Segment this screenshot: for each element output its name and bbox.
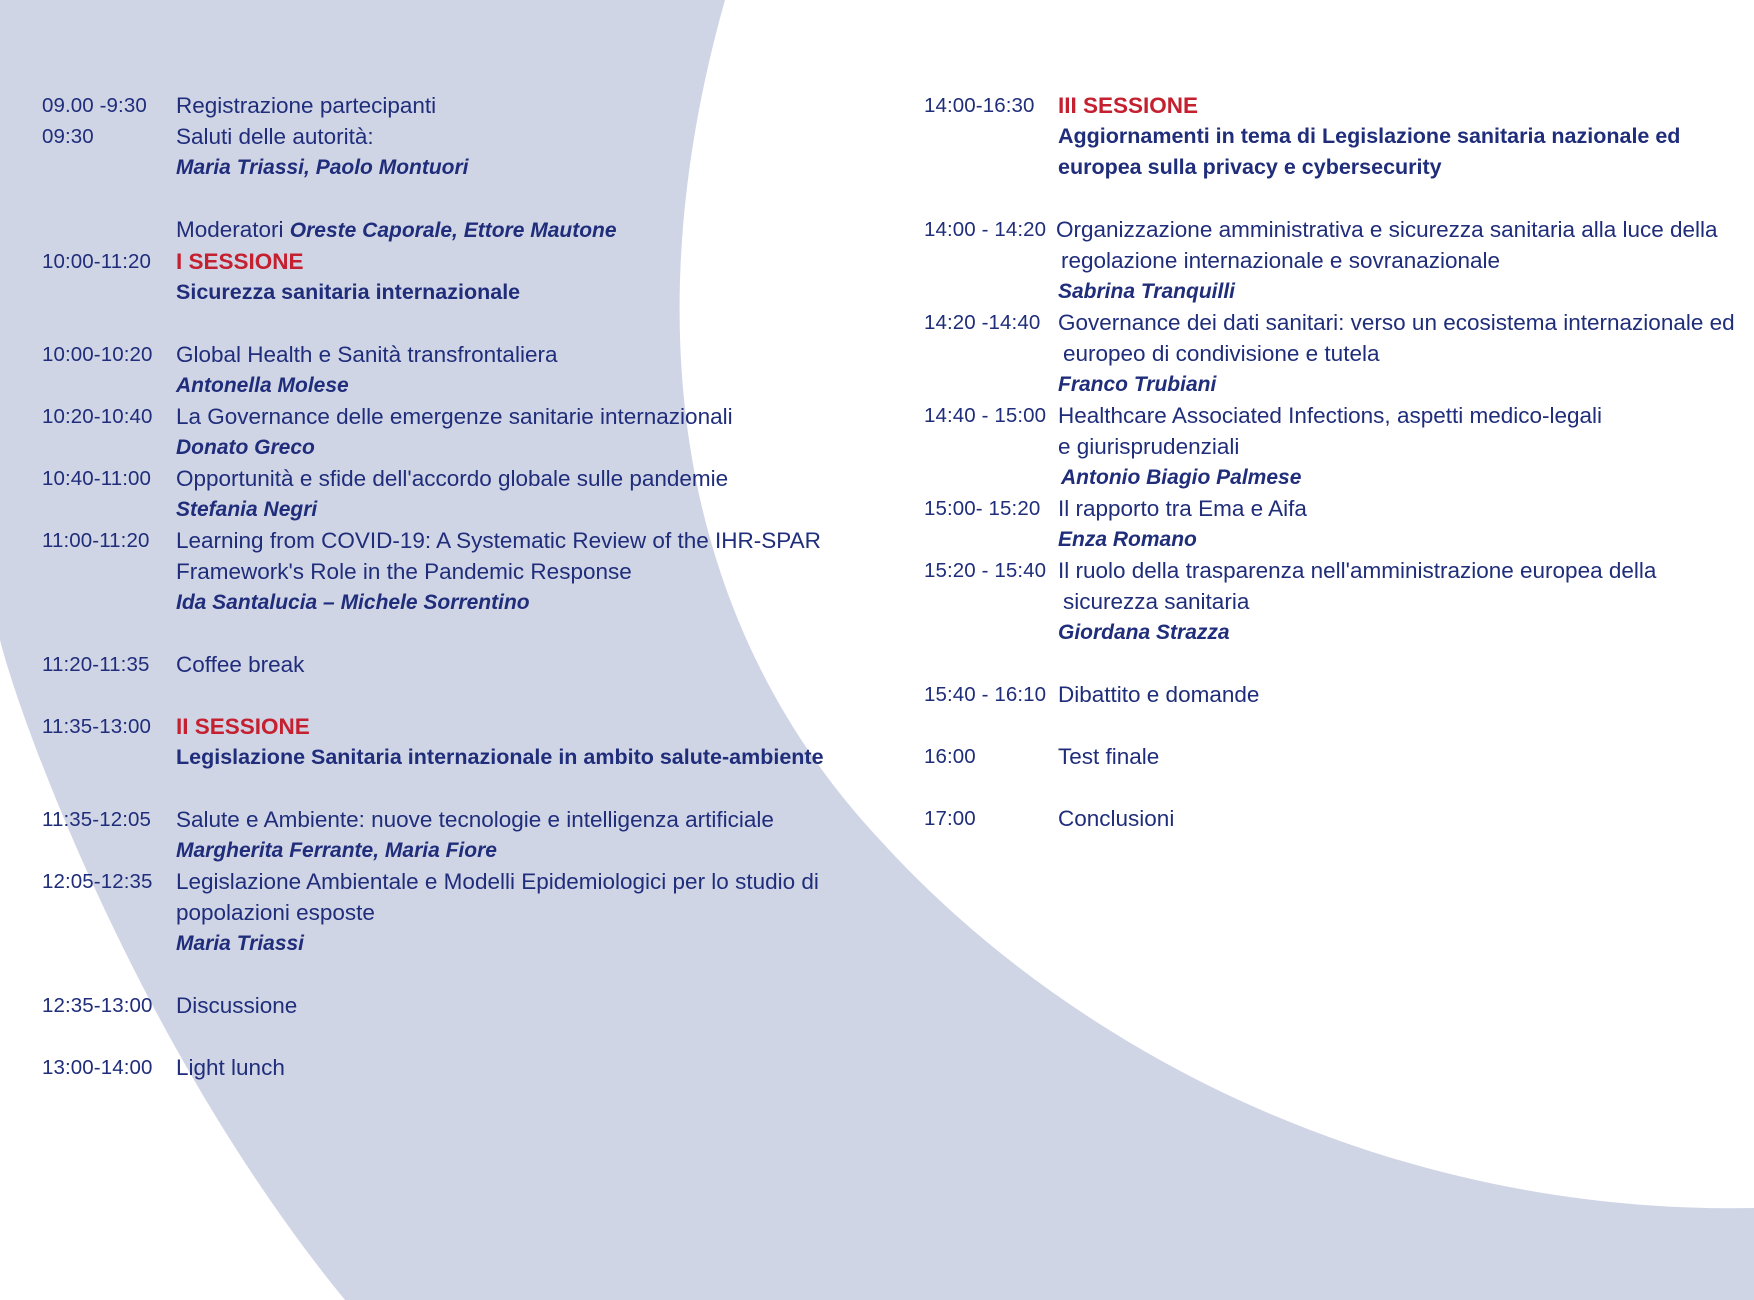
talk-title: Opportunità e sfide dell'accordo globale sulle pandemie [176,466,729,491]
session-header-1 [42,246,842,308]
event-title: Dibattito e domande [1058,682,1260,707]
time-label: 10:00-11:20 [42,250,152,273]
session-header-2 [42,711,842,773]
session-label: I SESSIONE [176,249,304,274]
program-left-column [42,90,842,1083]
schedule-row-talk [42,463,842,525]
time-label: 17:00 [924,807,976,830]
speaker-name: Sabrina Tranquilli [1058,280,1235,303]
time-label: 10:20-10:40 [42,405,153,428]
speaker-name: Franco Trubiani [1058,373,1217,396]
session-title-continued: europea sulla privacy e cybersecurity [1058,155,1442,179]
schedule-row-lunch [42,1052,842,1083]
schedule-row-talk [924,493,1744,555]
session-title: Legislazione Sanitaria internazionale in ambito salute-ambiente [176,745,824,769]
talk-title-continued: sicurezza sanitaria [1063,589,1250,614]
time-label: 14:00 - 14:20 [924,218,1047,241]
time-label: 15:00- 15:20 [924,497,1041,520]
event-title: Test finale [1058,744,1160,769]
speaker-name: Antonella Molese [176,374,349,397]
time-label: 16:00 [924,745,976,768]
time-label: 09:30 [42,125,94,148]
program-right-column [924,90,1744,834]
time-label: 14:00-16:30 [924,94,1035,117]
event-title: Saluti delle autorità: [176,124,374,149]
talk-title-continued: europeo di condivisione e tutela [1063,341,1380,366]
schedule-row-talk [42,339,842,401]
talk-title-continued: popolazioni esposte [176,900,375,925]
time-label: 11:35-13:00 [42,715,152,738]
session-title: Aggiornamenti in tema di Legislazione sanitaria nazionale ed [1058,124,1681,148]
talk-title: Healthcare Associated Infections, aspetti medico-legali [1058,403,1603,428]
talk-title: La Governance delle emergenze sanitarie internazionali [176,404,733,429]
speaker-name: Enza Romano [1058,528,1197,551]
time-label: 14:40 - 15:00 [924,404,1047,427]
time-label: 11:20-11:35 [42,653,150,676]
event-title: Light lunch [176,1055,285,1080]
speaker-name: Margherita Ferrante, Maria Fiore [176,839,497,862]
time-label: 12:35-13:00 [42,994,153,1017]
speaker-name: Giordana Strazza [1058,621,1230,644]
schedule-row-talk [42,401,842,463]
schedule-row-debate [924,679,1744,710]
time-label: 10:40-11:00 [42,467,152,490]
speaker-name: Maria Triassi [176,932,305,955]
schedule-row-coffee-break [42,649,842,680]
speaker-name: Ida Santalucia – Michele Sorrentino [176,591,530,614]
session-title: Sicurezza sanitaria internazionale [176,280,521,304]
talk-title: Global Health e Sanità transfrontaliera [176,342,558,367]
speaker-name: Antonio Biagio Palmese [1061,466,1302,489]
talk-title: Il rapporto tra Ema e Aifa [1058,496,1307,521]
time-label: 15:40 - 16:10 [924,683,1047,706]
moderators-label: Moderatori [176,217,290,242]
session-label: II SESSIONE [176,714,310,739]
schedule-row-greetings [42,121,842,183]
time-label: 11:00-11:20 [42,529,150,552]
time-label: 11:35-12:05 [42,808,152,831]
talk-title: Il ruolo della trasparenza nell'amministrazione europea della [1058,558,1657,583]
moderators-row [42,214,842,246]
event-title: Coffee break [176,652,305,677]
schedule-row-final-test [924,741,1744,772]
event-title: Registrazione partecipanti [176,93,437,118]
schedule-row-talk [924,307,1744,400]
schedule-row-talk [924,555,1744,648]
event-title: Discussione [176,993,298,1018]
schedule-row-talk [924,400,1744,493]
schedule-row-talk [924,214,1744,307]
talk-title: Learning from COVID-19: A Systematic Review of the IHR-SPAR [176,528,821,553]
time-label: 12:05-12:35 [42,870,153,893]
speaker-names: Maria Triassi, Paolo Montuori [176,156,469,179]
schedule-row-conclusions [924,803,1744,834]
time-label: 09.00 -9:30 [42,94,147,117]
talk-title: Salute e Ambiente: nuove tecnologie e intelligenza artificiale [176,807,774,832]
schedule-row-talk [42,866,842,959]
event-title: Conclusioni [1058,806,1175,831]
schedule-row-discussion [42,990,842,1021]
talk-title-continued: regolazione internazionale e sovranazionale [1061,248,1501,273]
time-label: 14:20 -14:40 [924,311,1041,334]
time-label: 13:00-14:00 [42,1056,153,1079]
talk-title: Legislazione Ambientale e Modelli Epidemiologici per lo studio di [176,869,819,894]
session-header-3 [924,90,1744,183]
schedule-row-registration [42,90,842,121]
schedule-row-talk [42,525,842,618]
session-label: III SESSIONE [1058,93,1199,118]
speaker-name: Donato Greco [176,436,315,459]
talk-title-continued: Framework's Role in the Pandemic Response [176,559,632,584]
talk-title-continued: e giurisprudenziali [1058,434,1240,459]
talk-title: Governance dei dati sanitari: verso un ecosistema internazionale ed [1058,310,1735,335]
talk-title: Organizzazione amministrativa e sicurezza sanitaria alla luce della [1056,217,1718,242]
time-label: 15:20 - 15:40 [924,559,1047,582]
moderator-names: Oreste Caporale, Ettore Mautone [289,219,617,242]
time-label: 10:00-10:20 [42,343,153,366]
speaker-name: Stefania Negri [176,498,318,521]
schedule-row-talk [42,804,842,866]
